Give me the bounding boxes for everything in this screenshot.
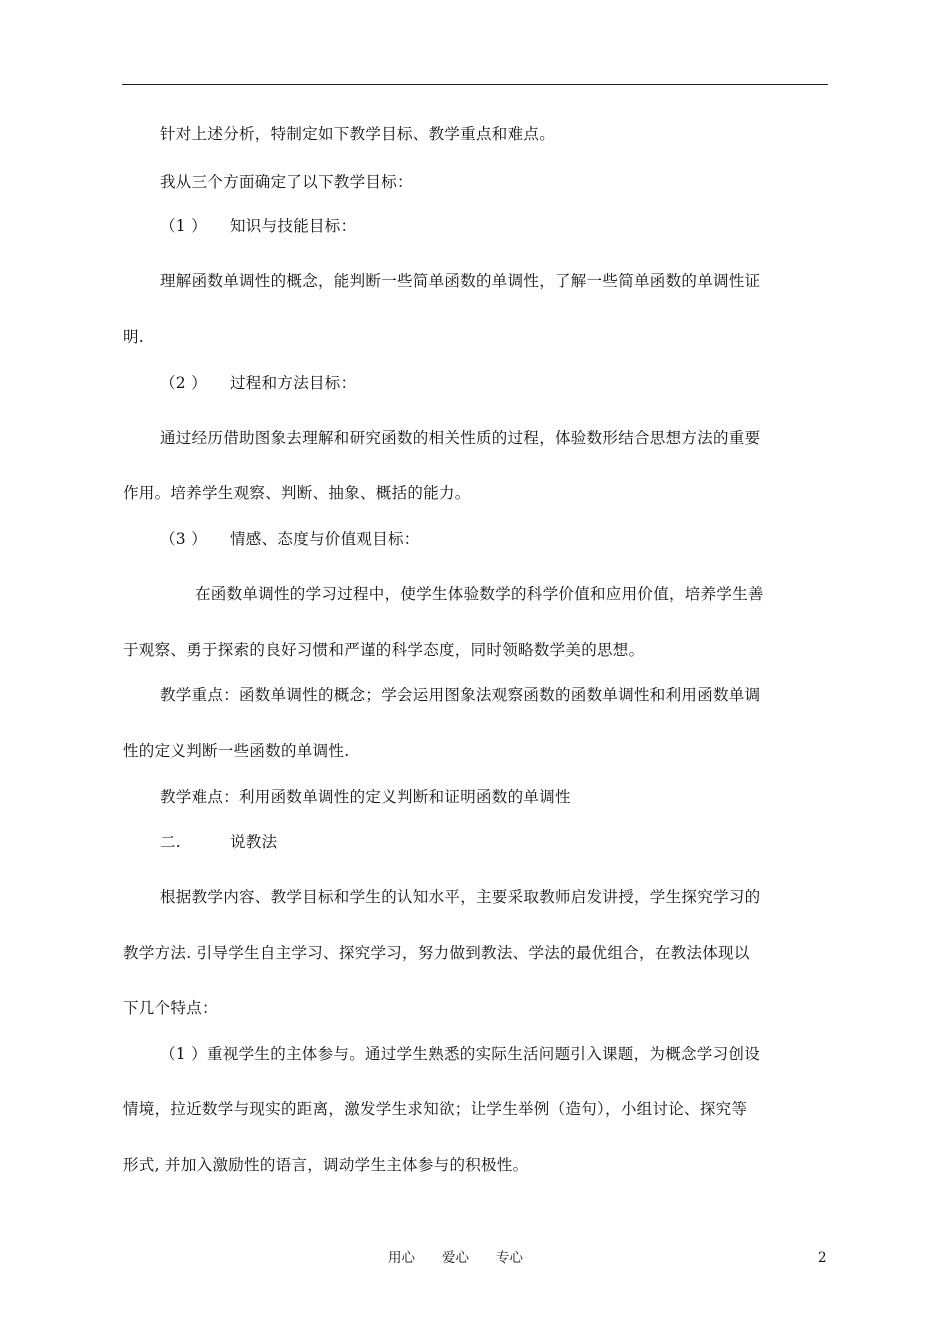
text-line: 性的定义判断一些函数的单调性. [123, 742, 350, 760]
section-number: 二. [160, 833, 182, 851]
text-line: 教学重点：函数单调性的概念；学会运用图象法观察函数的函数单调性和利用函数单调 [160, 686, 761, 704]
text-line: 明. [123, 328, 145, 346]
text-line: 针对上述分析，特制定如下教学目标、教学重点和难点。 [160, 125, 556, 143]
text-line: 通过经历借助图象去理解和研究函数的相关性质的过程，体验数形结合思想方法的重要 [160, 429, 761, 447]
header-rule [122, 84, 828, 85]
list-number: （3 ） [160, 530, 207, 548]
text-line: 在函数单调性的学习过程中，使学生体验数学的科学价值和应用价值，培养学生善 [195, 585, 764, 603]
text-line: （1 ）重视学生的主体参与。通过学生熟悉的实际生活问题引入课题，为概念学习创设 [160, 1045, 760, 1063]
text-line: 形式, 并加入激励性的语言，调动学生主体参与的积极性。 [123, 1156, 529, 1174]
text-line: 根据教学内容、教学目标和学生的认知水平，主要采取教师启发讲授，学生探究学习的 [160, 888, 761, 906]
list-item [160, 372, 356, 394]
list-item [160, 215, 356, 237]
list-text: 情感、态度与价值观目标： [230, 530, 420, 548]
list-number: （2 ） [160, 374, 207, 392]
footer-motto: 用心 爱心 专心 [388, 1250, 523, 1266]
text-line: 下几个特点： [123, 999, 218, 1017]
text-line: 于观察、勇于探索的良好习惯和严谨的科学态度，同时领略数学美的思想。 [123, 641, 645, 659]
list-number: （1 ） [160, 217, 207, 235]
text-line: 作用。培养学生观察、判断、抽象、概括的能力。 [123, 484, 471, 502]
text-line: 理解函数单调性的概念，能判断一些简单函数的单调性，了解一些简单函数的单调性证 [160, 272, 761, 290]
list-text: 过程和方法目标： [230, 374, 357, 392]
text-line: 教学难点：利用函数单调性的定义判断和证明函数的单调性 [160, 788, 571, 806]
text-line: 教学方法. 引导学生自主学习、探究学习，努力做到教法、学法的最优组合，在教法体现以 [123, 944, 750, 962]
text-line: 我从三个方面确定了以下教学目标： [160, 173, 413, 191]
list-text: 知识与技能目标： [230, 217, 357, 235]
section-heading [160, 831, 277, 853]
list-item [160, 528, 420, 550]
page-number: 2 [818, 1250, 827, 1266]
section-title: 说教法 [230, 833, 278, 851]
text-line: 情境，拉近数学与现实的距离，激发学生求知欲；让学生举例（造句），小组讨论、探究等 [123, 1100, 748, 1118]
